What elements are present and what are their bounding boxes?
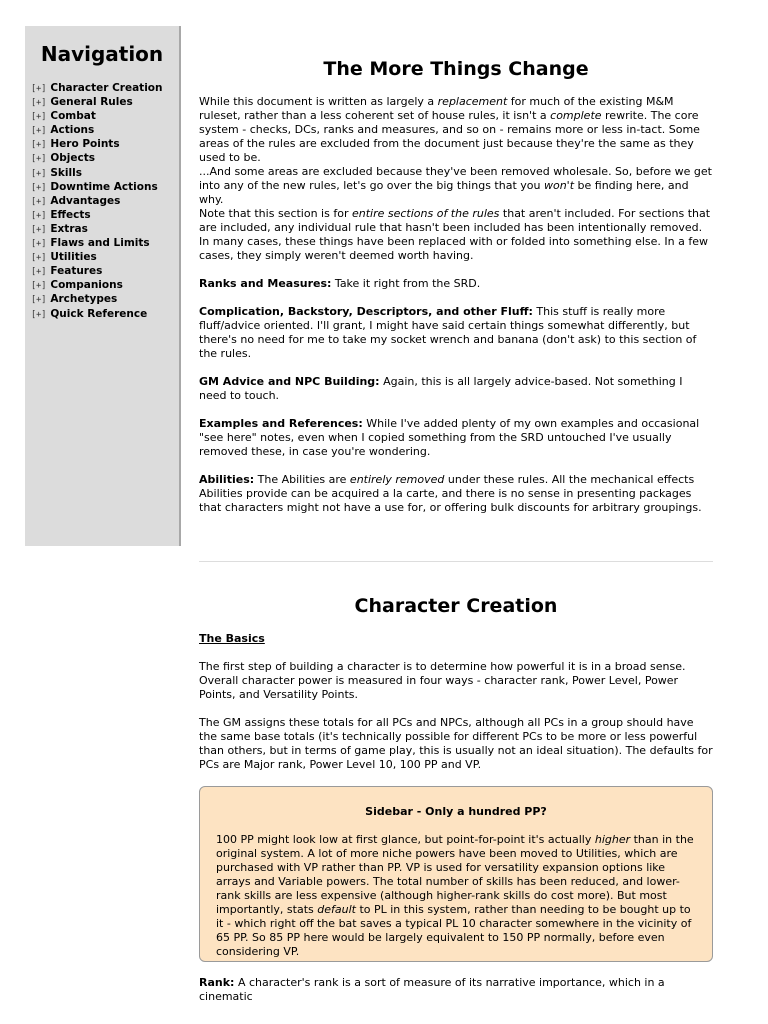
nav-link-archetypes[interactable]: Archetypes (50, 293, 118, 306)
nav-item-combat[interactable] (31, 109, 163, 123)
expand-toggle-icon[interactable]: [+] (31, 253, 47, 264)
nav-item-utilities[interactable] (31, 250, 163, 264)
nav-link-character-creation[interactable]: Character Creation (50, 82, 163, 94)
nav-link-advantages[interactable]: Advantages (50, 194, 121, 207)
nav-item-quick-reference[interactable] (31, 307, 163, 321)
navigation-title: Navigation (40, 42, 164, 66)
section-title-more-things-change: The More Things Change (323, 58, 589, 80)
nav-item-companions[interactable] (31, 278, 163, 292)
nav-link-features[interactable]: Features (50, 265, 103, 278)
section-title-character-creation: Character Creation (354, 595, 558, 617)
nav-link-flaws-and-limits[interactable]: Flaws and Limits (50, 237, 150, 250)
nav-link-effects[interactable]: Effects (50, 208, 91, 221)
nav-link-extras[interactable]: Extras (50, 222, 88, 235)
nav-item-downtime-actions[interactable] (31, 180, 163, 194)
nav-item-hero-points[interactable] (31, 137, 163, 151)
intro-paragraph: While this document is written as largely a replacement for much of the existing M&M ruleset, rather than a less coherent set of house rules, it isn't a complete rewrite. The core system - checks, DCs, ranks and measures, and so on - remains more or less in-tact. Some areas of the rules are excluded from the document just because they're the same as they used to be. (199, 95, 700, 164)
expand-toggle-icon[interactable]: [+] (31, 196, 47, 207)
navigation-sidebar (25, 26, 181, 546)
nav-item-character-creation[interactable] (31, 81, 163, 95)
expand-toggle-icon[interactable]: [+] (31, 168, 47, 179)
expand-toggle-icon[interactable]: [+] (31, 281, 47, 292)
section-divider (199, 561, 713, 562)
expand-toggle-icon[interactable]: [+] (31, 126, 47, 137)
note-paragraph: Note that this section is for entire sections of the rules that aren't included. For sections that are included, any individual rule that hasn't been included has been intentionally removed. In many cases, these things have been replaced with or folded into something else. In a few cases, they simply weren't deemed worth having. (199, 207, 711, 262)
nav-link-actions[interactable]: Actions (50, 124, 95, 137)
expand-toggle-icon[interactable]: [+] (31, 239, 47, 250)
nav-link-objects[interactable]: Objects (50, 152, 96, 165)
expand-toggle-icon[interactable]: [+] (31, 140, 47, 151)
gm-advice-paragraph: GM Advice and NPC Building: Again, this is all largely advice-based. Not something I need to touch. (199, 375, 683, 402)
excluded-paragraph: ...And some areas are excluded because they've been removed wholesale. So, before we get into any of the new rules, let's go over the big things that you won't be finding here, and why. (199, 165, 712, 206)
nav-item-objects[interactable] (31, 151, 163, 165)
nav-item-flaws-and-limits[interactable] (31, 236, 163, 250)
nav-item-advantages[interactable] (31, 194, 163, 208)
basics-paragraph-2: The GM assigns these totals for all PCs and NPCs, although all PCs in a group should have the same base totals (it's technically possible for different PCs to be more or less powerful than others, but in terms of game play, this is usually not an ideal situation). The defaults for PCs are Major rank, Power Level 10, 100 PP and VP. (199, 716, 713, 771)
nav-item-archetypes[interactable] (31, 292, 163, 306)
nav-link-hero-points[interactable]: Hero Points (50, 138, 120, 151)
basics-subheading: The Basics (199, 632, 265, 645)
expand-toggle-icon[interactable]: [+] (31, 295, 47, 306)
abilities-paragraph: Abilities: The Abilities are entirely removed under these rules. All the mechanical effects Abilities provide can be acquired a la carte, and there is no sense in presenting packages that characters might not have a use for, or offering bulk discounts for arbitrary groupings. (199, 473, 702, 514)
nav-link-companions[interactable]: Companions (50, 279, 123, 292)
expand-toggle-icon[interactable]: [+] (31, 210, 47, 221)
rank-paragraph: Rank: A character's rank is a sort of measure of its narrative importance, which in a cinematic (199, 976, 665, 1003)
expand-toggle-icon[interactable]: [+] (31, 112, 47, 123)
nav-link-combat[interactable]: Combat (50, 110, 96, 123)
nav-item-skills[interactable] (31, 166, 163, 180)
nav-link-downtime-actions[interactable]: Downtime Actions (50, 180, 158, 193)
nav-link-utilities[interactable]: Utilities (50, 251, 97, 264)
nav-item-extras[interactable] (31, 222, 163, 236)
expand-toggle-icon[interactable]: [+] (31, 182, 47, 193)
basics-paragraph-1: The first step of building a character is to determine how powerful it is in a broad sense. Overall character power is measured in four ways - character rank, Power Level, Power Points, and Versatility Points. (199, 660, 686, 701)
nav-item-effects[interactable] (31, 208, 163, 222)
nav-link-skills[interactable]: Skills (50, 166, 82, 179)
nav-item-actions[interactable] (31, 123, 163, 137)
expand-toggle-icon[interactable]: [+] (31, 84, 47, 94)
expand-toggle-icon[interactable]: [+] (31, 154, 47, 165)
nav-item-features[interactable] (31, 264, 163, 278)
sidebar-box-body: 100 PP might look low at first glance, but point-for-point it's actually higher than in the original system. A lot of more niche powers have been moved to Utilities, which are purchased with VP rather than PP. VP is used for versatility expansion options like arrays and Variable powers. The total number of skills has been reduced, and lower-rank skills are less expensive (although higher-rank skills do cost more). But most importantly, stats default to PL in this system, rather than needing to be bought up to it - which right off the bat saves a typical PL 10 character somewhere in the vicinity of 65 PP. So 85 PP here would be largely equivalent to 150 PP normally, before even considering VP. (216, 833, 694, 958)
nav-item-general-rules[interactable] (31, 95, 163, 109)
expand-toggle-icon[interactable]: [+] (31, 224, 47, 235)
expand-toggle-icon[interactable]: [+] (31, 267, 47, 278)
examples-paragraph: Examples and References: While I've added plenty of my own examples and occasional "see here" notes, even when I copied something from the SRD untouched I've usually removed these, in case you're wondering. (199, 417, 700, 458)
complication-paragraph: Complication, Backstory, Descriptors, and other Fluff: This stuff is really more fluff/advice oriented. I'll grant, I might have said certain things somewhat differently, but there's no need for me to take my socket wrench and banana (don't ask) to this section of the rules. (199, 305, 697, 360)
nav-link-general-rules[interactable]: General Rules (50, 96, 133, 109)
nav-link-quick-reference[interactable]: Quick Reference (50, 307, 148, 320)
sidebar-box-title: Sidebar - Only a hundred PP? (365, 805, 547, 818)
expand-toggle-icon[interactable]: [+] (31, 309, 47, 320)
navigation-list (31, 81, 163, 321)
ranks-measures-paragraph: Ranks and Measures: Take it right from the SRD. (199, 277, 481, 290)
sidebar-box (199, 786, 713, 962)
expand-toggle-icon[interactable]: [+] (31, 98, 47, 109)
